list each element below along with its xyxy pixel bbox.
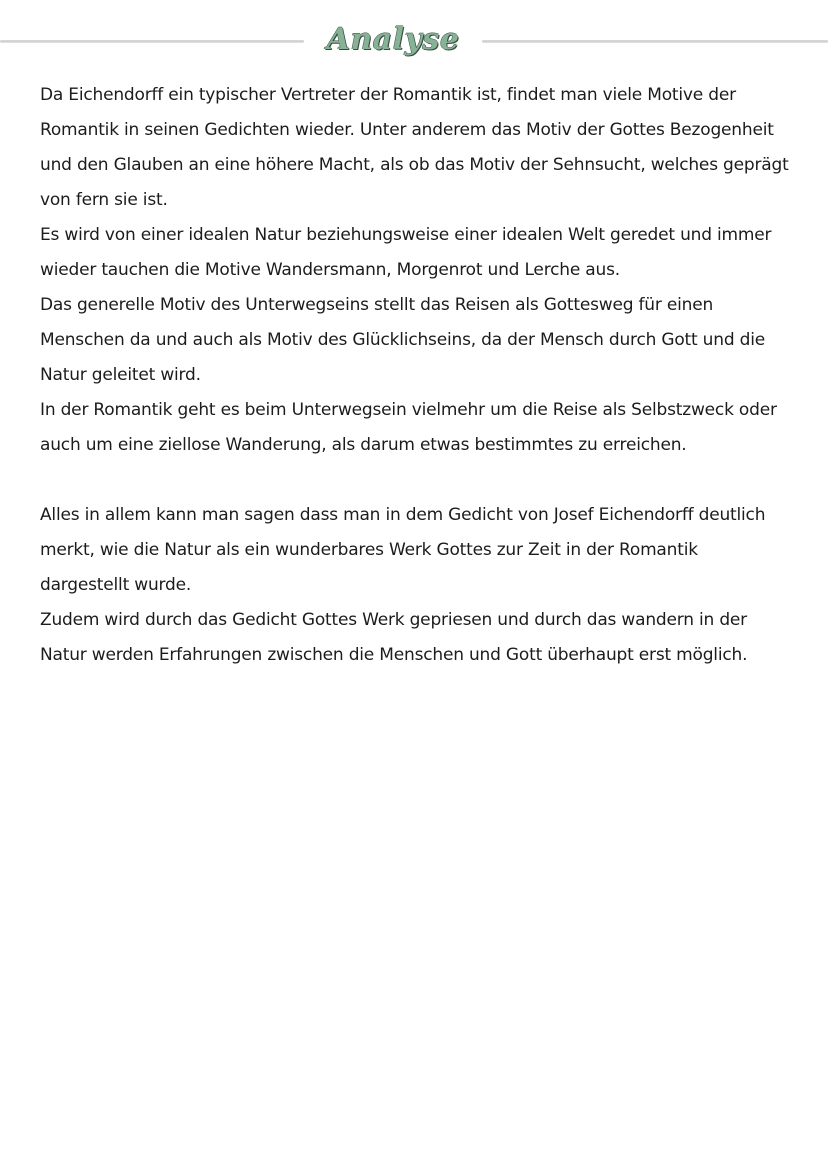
text-line: In der Romantik geht es beim Unterwegsein vielmehr um die Reise als Selbstzweck oder [40,400,777,420]
text-line: Da Eichendorff ein typischer Vertreter der Romantik ist, findet man viele Motive der [40,85,736,105]
title-header [0,18,828,62]
text-line: Menschen da und auch als Motiv des Glücklichseins, da der Mensch durch Gott und die [40,330,766,350]
paragraph-unterwegssein [40,288,800,393]
text-line: auch um eine ziellose Wanderung, als darum etwas bestimmtes zu erreichen. [40,435,687,455]
text-line: merkt, wie die Natur als ein wunderbares Werk Gottes zur Zeit in der Romantik [40,540,698,560]
text-line: Alles in allem kann man sagen dass man in dem Gedicht von Josef Eichendorff deutlich [40,505,766,525]
text-line: dargestellt wurde. [40,575,192,595]
document-body [40,78,800,673]
paragraph-spacer [40,463,800,498]
paragraph-romantik-reise [40,393,800,463]
text-line: Romantik in seinen Gedichten wieder. Unter anderem das Motiv der Gottes Bezogenheit [40,120,774,140]
right-divider-rule [482,40,828,43]
paragraph-ideal-nature [40,218,800,288]
paragraph-motives [40,78,800,218]
text-line: Das generelle Motiv des Unterwegseins stellt das Reisen als Gottesweg für einen [40,295,714,315]
text-line: und den Glauben an eine höhere Macht, als ob das Motiv der Sehnsucht, welches geprägt [40,155,789,175]
page-title: Analyse [326,22,460,57]
text-line: Natur geleitet wird. [40,365,201,385]
text-line: Natur werden Erfahrungen zwischen die Menschen und Gott überhaupt erst möglich. [40,645,748,665]
text-line: Es wird von einer idealen Natur beziehungsweise einer idealen Welt geredet und immer [40,225,772,245]
paragraph-final [40,603,800,673]
text-line: Zudem wird durch das Gedicht Gottes Werk gepriesen und durch das wandern in der [40,610,747,630]
text-line: wieder tauchen die Motive Wandersmann, Morgenrot und Lerche aus. [40,260,620,280]
paragraph-conclusion [40,498,800,603]
left-divider-rule [0,40,304,43]
text-line: von fern sie ist. [40,190,168,210]
